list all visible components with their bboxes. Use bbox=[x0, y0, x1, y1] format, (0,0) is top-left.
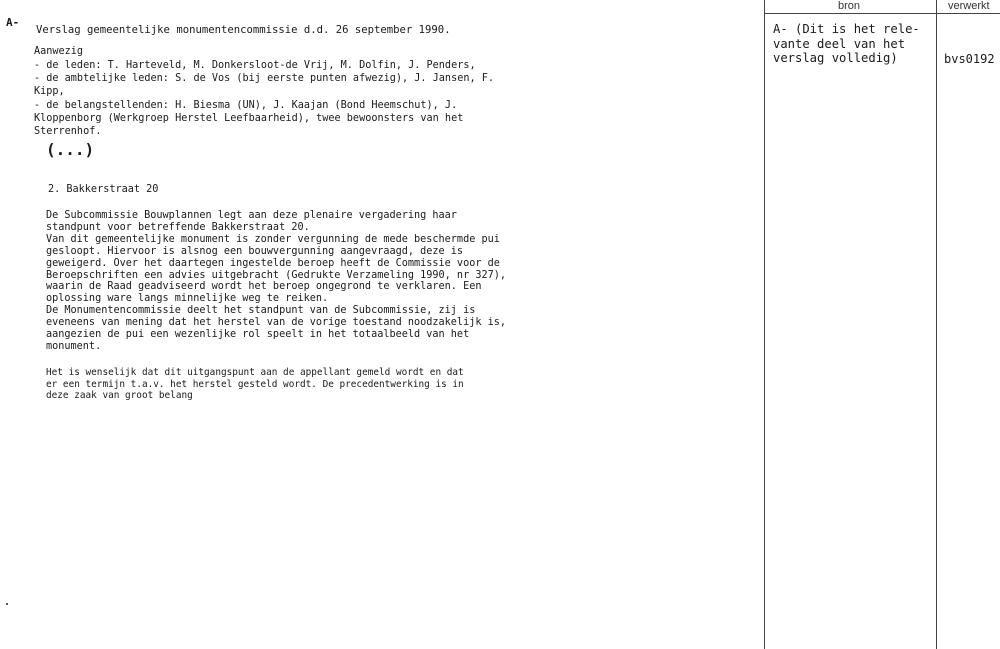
aanwezig-line: - de ambtelijke leden: S. de Vos (bij eerste punten afwezig), J. Jansen, F. bbox=[34, 73, 495, 85]
body-line: gesloopt. Hiervoor is alsnog een bouwvergunning aangevraagd, deze is bbox=[46, 245, 464, 257]
body-line: aangezien de pui een wezenlijke rol speelt in het totaalbeeld van het bbox=[46, 329, 470, 340]
section-heading: 2. Bakkerstraat 20 bbox=[48, 184, 159, 195]
section-mark: A- bbox=[6, 16, 20, 29]
verwerkt-code: bvs0192 bbox=[944, 52, 995, 66]
bron-column-left-border bbox=[764, 0, 765, 649]
bron-header: bron bbox=[838, 0, 861, 12]
body-line: oplossing ware langs minnelijke weg te reiken. bbox=[46, 293, 329, 305]
bron-note-line: vante deel van het bbox=[773, 36, 906, 51]
body-line: Beroepschriften een advies uitgebracht (Gedrukte Verzameling 1990, nr 327), bbox=[46, 269, 507, 281]
aanwezig-line: Sterrenhof. bbox=[34, 126, 102, 137]
body-line: eveneens van mening dat het herstel van de vorige toestand noodzakelijk is, bbox=[46, 317, 507, 329]
scan-speck bbox=[6, 603, 8, 605]
aanwezig-heading: Aanwezig bbox=[34, 46, 84, 57]
aanwezig-line: Kipp, bbox=[34, 86, 65, 98]
margin-header-divider bbox=[764, 13, 1000, 14]
body-line: monument. bbox=[46, 340, 102, 352]
bron-note-line: A- (Dit is het rele- bbox=[773, 22, 920, 36]
body-line: De Monumentencommissie deelt het standpunt van de Subcommissie, zij is bbox=[46, 305, 476, 317]
aanwezig-line: Kloppenborg (Werkgroep Herstel Leefbaarheid), twee bewoonsters van het bbox=[34, 112, 464, 124]
document-title: Verslag gemeentelijke monumentencommissie d.d. 26 september 1990. bbox=[36, 24, 451, 36]
body-line: geweigerd. Over het daartegen ingestelde beroep heeft de Commissie voor de bbox=[46, 257, 500, 269]
closing-line: er een termijn t.a.v. het herstel gesteld wordt. De precedentwerking is in bbox=[46, 378, 464, 390]
bron-note-line: verslag volledig) bbox=[773, 51, 898, 65]
body-line: waarin de Raad geadviseerd wordt het beroep ongegrond te verklaren. Een bbox=[46, 281, 482, 293]
closing-line: Het is wenselijk dat dit uitgangspunt aan de appellant gemeld wordt en dat bbox=[46, 367, 464, 378]
verwerkt-column-left-border bbox=[936, 0, 937, 649]
body-line: Van dit gemeentelijke monument is zonder vergunning de mede beschermde pui bbox=[46, 233, 500, 245]
closing-line: deze zaak van groot belang bbox=[46, 390, 193, 402]
aanwezig-line: - de leden: T. Harteveld, M. Donkersloot-de Vrij, M. Dolfin, J. Penders, bbox=[34, 60, 476, 71]
ellipsis-mark: (...) bbox=[46, 140, 95, 159]
body-line: De Subcommissie Bouwplannen legt aan deze plenaire vergadering haar bbox=[46, 210, 457, 221]
verwerkt-header: verwerkt bbox=[948, 0, 990, 12]
aanwezig-line: - de belangstellenden: H. Biesma (UN), J. Kaajan (Bond Heemschut), J. bbox=[34, 99, 458, 111]
body-line: standpunt voor betreffende Bakkerstraat 20. bbox=[46, 221, 310, 233]
